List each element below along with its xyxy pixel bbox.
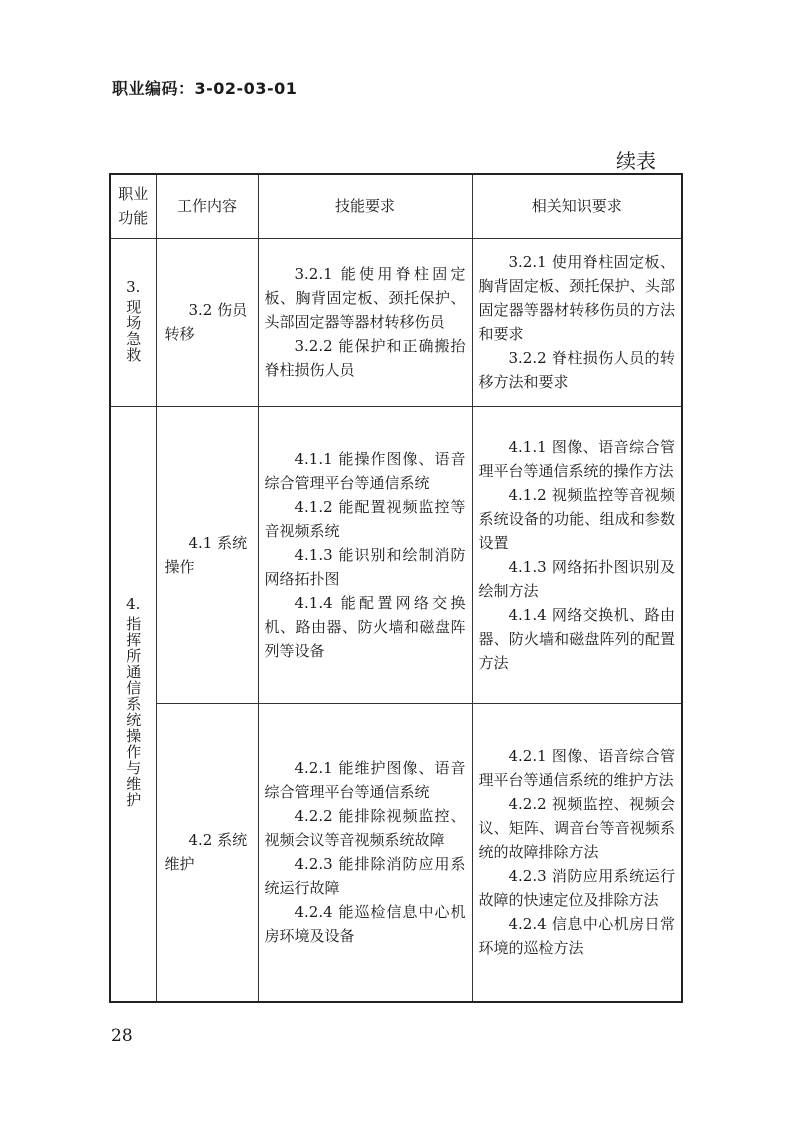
skill-item: 3.2.1 能使用脊柱固定板、胸背固定板、颈托保护、头部固定器等器材转移伤员: [264, 265, 466, 332]
work-content-cell: [156, 238, 258, 406]
knowledge-item: 3.2.2 脊柱损伤人员的转移方法和要求: [478, 349, 675, 392]
knowledge-item: 4.2.3 消防应用系统运行故障的快速定位及排除方法: [478, 867, 675, 910]
knowledge-item: 4.2.2 视频监控、视频会议、矩阵、调音台等音视频系统的故障排除方法: [478, 795, 675, 862]
table-row: [110, 238, 682, 406]
function-cell: [110, 238, 156, 406]
work-content-cell: [156, 406, 258, 703]
table-row: [110, 406, 682, 703]
header-skill-requirements: 技能要求: [258, 174, 472, 238]
knowledge-item: 4.1.1 图像、语音综合管理平台等通信系统的操作方法: [478, 437, 675, 480]
function-name: 现场急救: [124, 298, 143, 363]
skill-item: 3.2.2 能保护和正确搬抬脊柱损伤人员: [264, 337, 466, 380]
function-cell: [110, 406, 156, 1002]
work-content-text: 3.2 伤员转移: [164, 301, 248, 344]
knowledge-item: 4.2.1 图像、语音综合管理平台等通信系统的维护方法: [478, 747, 675, 790]
skill-item: 4.1.1 能操作图像、语音综合管理平台等通信系统: [264, 449, 466, 492]
skill-item: 4.2.3 能排除消防应用系统运行故障: [264, 855, 466, 898]
skills-cell: [258, 238, 472, 406]
knowledge-item: 4.1.3 网络拓扑图识别及绘制方法: [478, 557, 675, 600]
skill-item: 4.2.1 能维护图像、语音综合管理平台等通信系统: [264, 759, 466, 802]
work-content-text: 4.1 系统操作: [164, 533, 248, 576]
occupation-code: 职业编码：3-02-03-01: [112, 79, 298, 98]
skill-item: 4.1.3 能识别和绘制消防网络拓扑图: [264, 545, 466, 588]
skill-item: 4.1.4 能配置网络交换机、路由器、防火墙和磁盘阵列等设备: [264, 593, 466, 660]
knowledge-cell: [472, 406, 682, 703]
knowledge-item: 4.2.4 信息中心机房日常环境的巡检方法: [478, 915, 675, 958]
skill-item: 4.2.4 能巡检信息中心机房环境及设备: [264, 903, 466, 946]
knowledge-item: 3.2.1 使用脊柱固定板、胸背固定板、颈托保护、头部固定器等器材转移伤员的方法和要求: [478, 253, 675, 344]
work-content-cell: [156, 703, 258, 1002]
page-number: 28: [111, 1026, 133, 1046]
header-function: 职业 功能: [110, 174, 156, 238]
knowledge-cell: [472, 703, 682, 1002]
skill-item: 4.1.2 能配置视频监控等音视频系统: [264, 497, 466, 540]
header-work-content: 工作内容: [156, 174, 258, 238]
knowledge-item: 4.1.2 视频监控等音视频系统设备的功能、组成和参数设置: [478, 485, 675, 552]
table-header-row: [110, 174, 682, 238]
function-number: 3.: [126, 277, 141, 296]
table-row: [110, 703, 682, 1002]
continued-table-label: 续表: [616, 149, 656, 173]
work-content-text: 4.2 系统维护: [164, 831, 248, 874]
header-knowledge-requirements: 相关知识要求: [472, 174, 682, 238]
skills-cell: [258, 406, 472, 703]
function-name: 指挥所通信系统操作与维护: [124, 616, 143, 809]
knowledge-item: 4.1.4 网络交换机、路由器、防火墙和磁盘阵列的配置方法: [478, 605, 675, 672]
skill-item: 4.2.2 能排除视频监控、视频会议等音视频系统故障: [264, 807, 466, 850]
skills-table: [109, 173, 683, 1003]
knowledge-cell: [472, 238, 682, 406]
function-number: 4.: [126, 595, 141, 614]
skills-cell: [258, 703, 472, 1002]
